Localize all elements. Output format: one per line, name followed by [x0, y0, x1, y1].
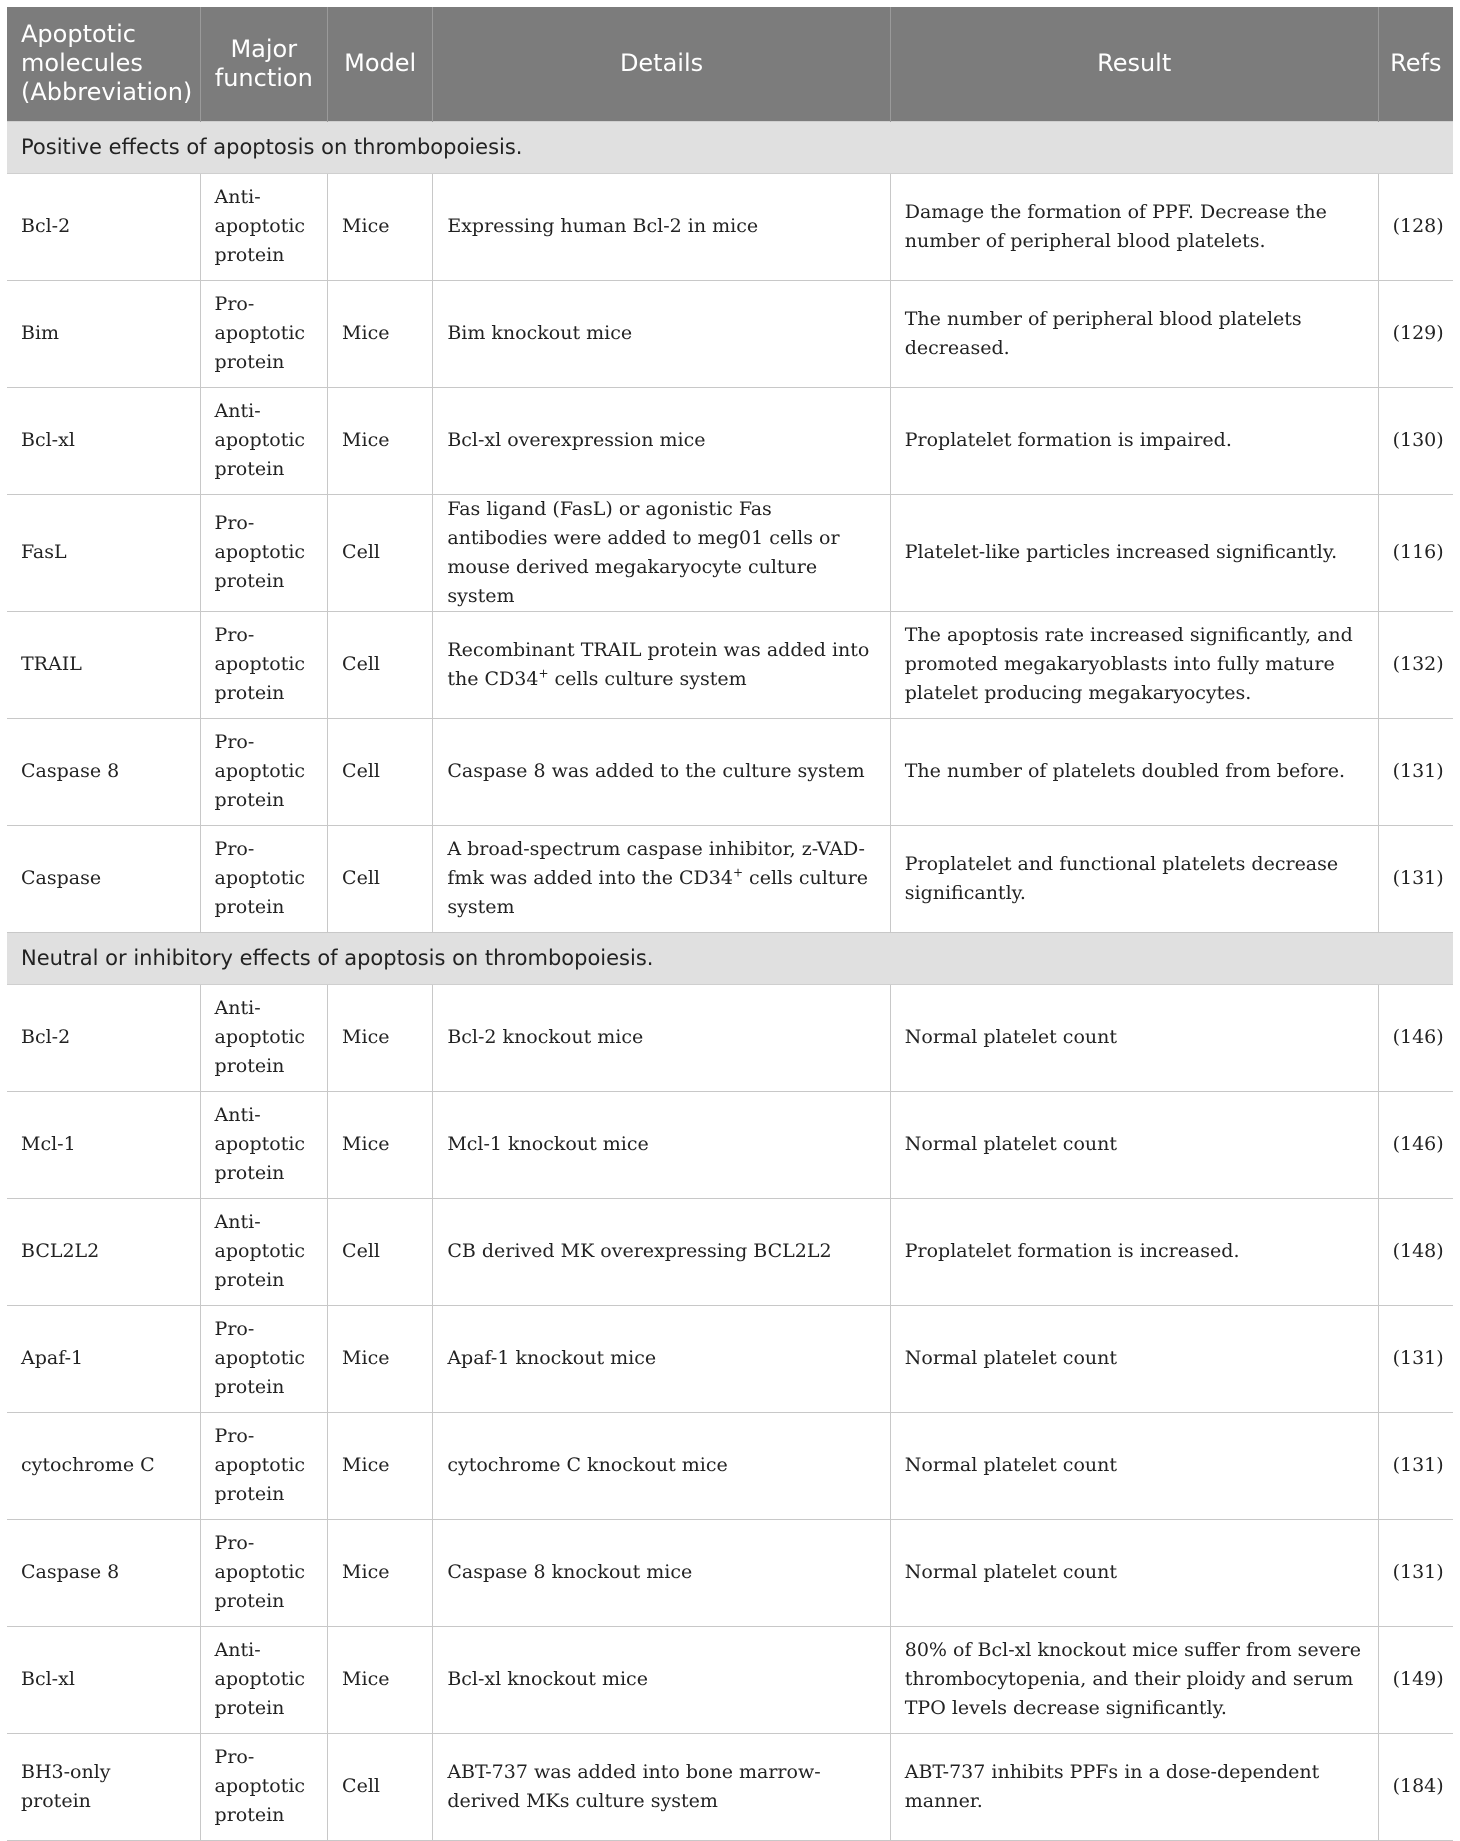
- details-text: A broad-spectrum caspase inhibitor, z-VAD-fmk was added into the CD34: [447, 838, 865, 889]
- model-cell: Mice: [328, 173, 433, 280]
- molecule-cell: Bcl-xl: [7, 1626, 200, 1733]
- details-text: Caspase 8 was added to the culture system: [447, 760, 865, 782]
- header-result: Result: [890, 7, 1378, 121]
- apoptosis-table: [7, 7, 1453, 1841]
- details-text: Bim knockout mice: [447, 322, 633, 344]
- molecule-cell: Caspase 8: [7, 718, 200, 825]
- ref-cell: (131): [1378, 1412, 1453, 1519]
- details-cell: [433, 611, 890, 718]
- table-row: [7, 1519, 1453, 1626]
- details-text: Mcl-1 knockout mice: [447, 1133, 649, 1155]
- section-row: [7, 932, 1453, 984]
- molecule-cell: Caspase 8: [7, 1519, 200, 1626]
- table-row: [7, 984, 1453, 1091]
- table-row: [7, 1305, 1453, 1412]
- model-cell: Mice: [328, 280, 433, 387]
- details-text: Bcl-xl knockout mice: [447, 1668, 648, 1690]
- header-refs: Refs: [1378, 7, 1453, 121]
- details-text: ABT-737 was added into bone marrow-derived MKs culture system: [447, 1760, 821, 1812]
- molecule-cell: Bcl-2: [7, 173, 200, 280]
- details-cell: [433, 1305, 890, 1412]
- result-cell: The number of platelets doubled from before.: [890, 718, 1378, 825]
- details-text: cytochrome C knockout mice: [447, 1454, 728, 1476]
- model-cell: Mice: [328, 1519, 433, 1626]
- result-cell: The number of peripheral blood platelets decreased.: [890, 280, 1378, 387]
- ref-cell: (148): [1378, 1198, 1453, 1305]
- details-text: Apaf-1 knockout mice: [447, 1347, 657, 1369]
- molecule-cell: Bcl-2: [7, 984, 200, 1091]
- function-cell: Pro-apoptotic protein: [200, 825, 328, 932]
- header-row: [7, 7, 1453, 121]
- result-cell: Proplatelet formation is impaired.: [890, 387, 1378, 494]
- ref-cell: (128): [1378, 173, 1453, 280]
- model-cell: Mice: [328, 1091, 433, 1198]
- ref-cell: (131): [1378, 1519, 1453, 1626]
- model-cell: Mice: [328, 1412, 433, 1519]
- result-cell: 80% of Bcl-xl knockout mice suffer from severe thrombocytopenia, and their ploidy and serum TPO levels decrease significantly.: [890, 1626, 1378, 1733]
- ref-cell: (146): [1378, 1091, 1453, 1198]
- model-cell: Mice: [328, 1305, 433, 1412]
- header-model: Model: [328, 7, 433, 121]
- result-cell: Normal platelet count: [890, 1412, 1378, 1519]
- section-title: Positive effects of apoptosis on thrombopoiesis.: [7, 121, 1453, 173]
- model-cell: Mice: [328, 984, 433, 1091]
- details-text-after: cells culture system: [548, 667, 747, 690]
- ref-cell: (131): [1378, 1305, 1453, 1412]
- table-row: [7, 718, 1453, 825]
- details-cell: [433, 494, 890, 611]
- model-cell: Cell: [328, 718, 433, 825]
- section-title: Neutral or inhibitory effects of apoptosis on thrombopoiesis.: [7, 932, 1453, 984]
- details-text-after: cells culture system: [447, 867, 869, 918]
- molecule-cell: BH3-only protein: [7, 1733, 200, 1840]
- result-cell: The apoptosis rate increased significantly, and promoted megakaryoblasts into fully mature platelet producing megakaryocytes.: [890, 611, 1378, 718]
- result-cell: Platelet-like particles increased significantly.: [890, 494, 1378, 611]
- details-cell: [433, 280, 890, 387]
- details-cell: [433, 1412, 890, 1519]
- result-cell: Normal platelet count: [890, 1305, 1378, 1412]
- header-details: Details: [433, 7, 890, 121]
- table-row: [7, 611, 1453, 718]
- details-text: Bcl-2 knockout mice: [447, 1026, 644, 1048]
- details-text: CB derived MK overexpressing BCL2L2: [447, 1240, 832, 1262]
- details-text: Bcl-xl overexpression mice: [447, 429, 706, 451]
- function-cell: Anti-apoptotic protein: [200, 173, 328, 280]
- details-text: Recombinant TRAIL protein was added into the CD34: [447, 638, 870, 690]
- table-row: [7, 280, 1453, 387]
- model-cell: Cell: [328, 1198, 433, 1305]
- molecule-cell: Bim: [7, 280, 200, 387]
- model-cell: Cell: [328, 825, 433, 932]
- result-cell: ABT-737 inhibits PPFs in a dose-dependent manner.: [890, 1733, 1378, 1840]
- details-cell: [433, 1091, 890, 1198]
- details-cell: [433, 1519, 890, 1626]
- function-cell: Anti-apoptotic protein: [200, 1198, 328, 1305]
- ref-cell: (149): [1378, 1626, 1453, 1733]
- ref-cell: (146): [1378, 984, 1453, 1091]
- table-row: [7, 1091, 1453, 1198]
- molecule-cell: Mcl-1: [7, 1091, 200, 1198]
- function-cell: Pro-apoptotic protein: [200, 611, 328, 718]
- details-text: Fas ligand (FasL) or agonistic Fas antibodies were added to meg01 cells or mouse derived megakaryocyte culture system: [447, 497, 840, 607]
- table-row: [7, 387, 1453, 494]
- table-row: [7, 1733, 1453, 1840]
- model-cell: Mice: [328, 1626, 433, 1733]
- ref-cell: (116): [1378, 494, 1453, 611]
- table-body: [7, 121, 1453, 1840]
- ref-cell: (132): [1378, 611, 1453, 718]
- result-cell: Proplatelet formation is increased.: [890, 1198, 1378, 1305]
- table-row: [7, 494, 1453, 611]
- details-superscript: +: [732, 865, 744, 880]
- model-cell: Mice: [328, 387, 433, 494]
- molecule-cell: BCL2L2: [7, 1198, 200, 1305]
- details-cell: [433, 173, 890, 280]
- function-cell: Pro-apoptotic protein: [200, 280, 328, 387]
- result-cell: Damage the formation of PPF. Decrease the number of peripheral blood platelets.: [890, 173, 1378, 280]
- result-cell: Proplatelet and functional platelets decrease significantly.: [890, 825, 1378, 932]
- details-superscript: +: [538, 666, 549, 681]
- result-cell: Normal platelet count: [890, 1519, 1378, 1626]
- molecule-cell: TRAIL: [7, 611, 200, 718]
- function-cell: Pro-apoptotic protein: [200, 494, 328, 611]
- ref-cell: (184): [1378, 1733, 1453, 1840]
- function-cell: Anti-apoptotic protein: [200, 387, 328, 494]
- function-cell: Pro-apoptotic protein: [200, 1412, 328, 1519]
- model-cell: Cell: [328, 494, 433, 611]
- table-row: [7, 825, 1453, 932]
- result-cell: Normal platelet count: [890, 984, 1378, 1091]
- function-cell: Pro-apoptotic protein: [200, 1305, 328, 1412]
- molecule-cell: Apaf-1: [7, 1305, 200, 1412]
- molecule-cell: Bcl-xl: [7, 387, 200, 494]
- result-cell: Normal platelet count: [890, 1091, 1378, 1198]
- table-row: [7, 1412, 1453, 1519]
- details-text: Expressing human Bcl-2 in mice: [447, 215, 759, 237]
- model-cell: Cell: [328, 1733, 433, 1840]
- table-row: [7, 1626, 1453, 1733]
- details-cell: [433, 1198, 890, 1305]
- details-cell: [433, 1626, 890, 1733]
- header-function: Major function: [200, 7, 328, 121]
- header-molecule: Apoptotic molecules (Abbreviation): [7, 7, 200, 121]
- table-row: [7, 1198, 1453, 1305]
- details-cell: [433, 387, 890, 494]
- function-cell: Anti-apoptotic protein: [200, 1626, 328, 1733]
- molecule-cell: FasL: [7, 494, 200, 611]
- details-text: Caspase 8 knockout mice: [447, 1561, 693, 1583]
- ref-cell: (129): [1378, 280, 1453, 387]
- details-cell: [433, 984, 890, 1091]
- details-cell: [433, 1733, 890, 1840]
- details-cell: [433, 825, 890, 932]
- table-row: [7, 173, 1453, 280]
- model-cell: Cell: [328, 611, 433, 718]
- molecule-cell: cytochrome C: [7, 1412, 200, 1519]
- function-cell: Pro-apoptotic protein: [200, 1733, 328, 1840]
- section-row: [7, 121, 1453, 173]
- function-cell: Pro-apoptotic protein: [200, 718, 328, 825]
- ref-cell: (130): [1378, 387, 1453, 494]
- function-cell: Anti-apoptotic protein: [200, 984, 328, 1091]
- function-cell: Pro-apoptotic protein: [200, 1519, 328, 1626]
- ref-cell: (131): [1378, 825, 1453, 932]
- details-cell: [433, 718, 890, 825]
- function-cell: Anti-apoptotic protein: [200, 1091, 328, 1198]
- molecule-cell: Caspase: [7, 825, 200, 932]
- ref-cell: (131): [1378, 718, 1453, 825]
